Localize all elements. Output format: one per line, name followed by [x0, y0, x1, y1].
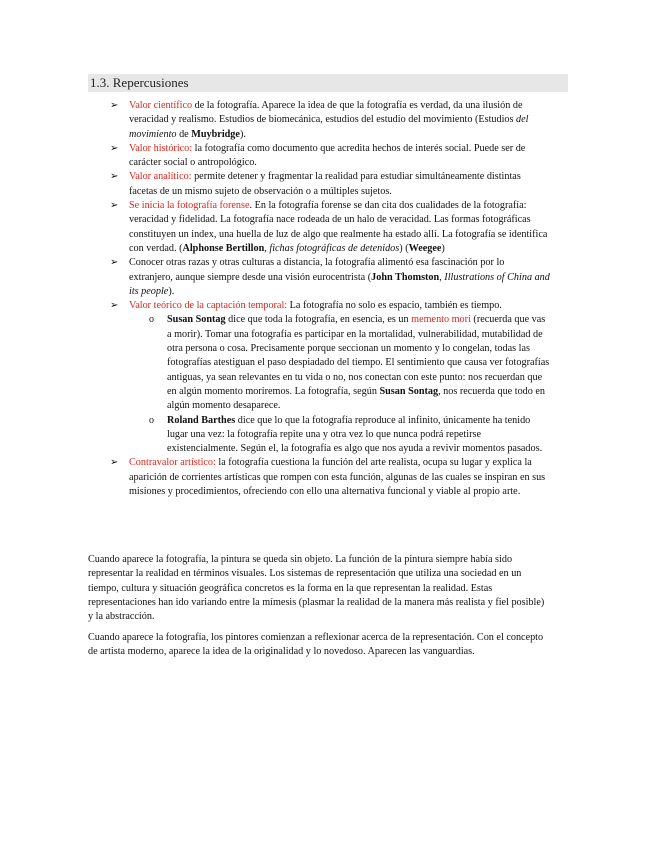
item-text: )	[441, 242, 445, 254]
sub-list-item	[129, 414, 550, 457]
list-item	[110, 456, 550, 499]
item-text: ) (	[399, 242, 409, 254]
item-text: ).	[168, 285, 175, 297]
circle-bullet-icon: o	[149, 314, 154, 326]
item-text: Conocer otras razas y otras culturas a distancia, la fotografía alimentó esa fascinación por lo extranjero, aunque siempre desde una visión eurocentrista (	[129, 257, 505, 283]
item-text: ,	[264, 242, 270, 254]
item-text: ).	[239, 128, 246, 140]
list-item	[110, 256, 550, 299]
item-text: . En la fotografía forense se dan cita dos cualidades de la fotografía: veracidad y fidelidad. La fotografía nace rodeada de un halo de veracidad. Las formas fotográficas constituyen un index, una huella de luz de algo que realmente ha estado allí. La fotografía se identifica con verdad. (	[129, 200, 548, 254]
item-italic: Illustrations of China and its people	[129, 271, 550, 297]
item-text: dice que lo que la fotografía reproduce al infinito, únicamente ha tenido lugar una vez: la fotografía repite una y otra vez lo que nunca podrá repetirse existencialmente. Según el, la fotografía es algo que nos ayuda a revivir momentos pasados.	[167, 414, 543, 455]
item-highlight: memento mori	[411, 314, 471, 326]
item-label: Valor analítico:	[129, 171, 192, 183]
item-text: , nos recuerda que todo en algún momento desaparece.	[167, 385, 546, 412]
sub-list	[129, 313, 550, 456]
item-text: dice que toda la fotografía, en esencia, es un	[225, 314, 412, 326]
list-item	[110, 199, 550, 256]
item-italic: fichas fotográficas de detenidos	[269, 242, 400, 254]
circle-bullet-icon: o	[149, 414, 154, 426]
item-bold: Muybridge	[191, 128, 240, 140]
item-bold: Susan Sontag	[167, 314, 226, 326]
arrow-bullet-icon: ➢	[110, 100, 119, 111]
item-label: Valor histórico:	[129, 142, 193, 154]
item-bold: Roland Barthes	[167, 414, 236, 426]
repercussions-list	[110, 99, 550, 499]
section-heading: 1.3. Repercusiones	[88, 74, 568, 92]
sub-list-item	[129, 313, 550, 413]
item-text: de	[176, 128, 192, 140]
item-bold: Alphonse Bertillon	[182, 242, 265, 254]
item-label: Valor científico	[129, 100, 193, 111]
item-bold: Weegee	[408, 242, 442, 254]
item-text: permite detener y fragmentar la realidad para estudiar simultáneamente distintas facetas de un mismo sujeto de observación o a múltiples sujetos.	[129, 171, 521, 197]
arrow-bullet-icon: ➢	[110, 142, 119, 154]
body-paragraph: Cuando aparece la fotografía, los pintores comienzan a reflexionar acerca de la representación. Con el concepto de artista moderno, aparece la idea de la originalidad y lo novedoso. Aparecen las vanguardias.	[88, 632, 544, 658]
item-label: Valor teórico de la captación temporal:	[129, 300, 288, 312]
item-text: (recuerda que vas a morir). Tomar una fotografía es participar en la mortalidad, vulnerabilidad, mutabilidad de otra persona o cosa. Precisamente porque seccionan un momento y lo congelan, todas las fotografías atestiguan el paso despiadado del tiempo. El sentimiento que causa ver fotografías antiguas, ya sean relevantes en tu vida o no, nos conectan con este punto: nos recuerdan que en algún momento moriremos. La fotografía, según	[167, 314, 550, 397]
arrow-bullet-icon: ➢	[110, 300, 119, 312]
arrow-bullet-icon: ➢	[110, 257, 119, 269]
list-item	[110, 299, 550, 456]
item-text: la fotografía como documento que acredita hechos de interés social. Puede ser de carácter social o antropológico.	[129, 142, 526, 169]
body-paragraph: Cuando aparece la fotografía, la pintura se queda sin objeto. La función de la pintura siempre había sido representar la realidad en términos visuales. Los sistemas de representación que utiliza una sociedad en un tiempo, cultura y situación geográfica concretos es la forma en la que representan la realidad. Estas representaciones han ido variando entre la mímesis (plasmar la realidad de la manera más realista y fiel posible) y la abstracción.	[88, 554, 545, 623]
arrow-bullet-icon: ➢	[110, 171, 119, 183]
item-text: ,	[439, 271, 445, 283]
item-label: Se inicia la fotografía forense	[129, 200, 250, 212]
item-text: la fotografía cuestiona la función del arte realista, ocupa su lugar y explica la aparición de corrientes artísticas que rompen con esta función, algunas de las cuales se inspiran en sus misiones y procedimientos, ofreciendo con ello una alternativa funcional y viable al propio arte.	[129, 457, 546, 498]
list-item	[110, 142, 550, 171]
item-text: de la fotografía. Aparece la idea de que la fotografía es verdad, da una ilusión de veracidad y realismo. Estudios de biomecánica, estudios del estudio del movimiento (Estudios	[129, 100, 523, 126]
item-label: Contravalor artístico:	[129, 457, 216, 469]
item-text: La fotografía no solo es espacio, también es tiempo.	[287, 300, 502, 312]
list-item	[110, 170, 550, 199]
item-bold: John Thomston	[371, 271, 440, 283]
item-italic: del movimiento	[129, 114, 529, 140]
item-bold: Susan Sontag	[379, 385, 439, 397]
arrow-bullet-icon: ➢	[110, 457, 119, 469]
list-item	[110, 99, 550, 142]
arrow-bullet-icon: ➢	[110, 200, 119, 212]
